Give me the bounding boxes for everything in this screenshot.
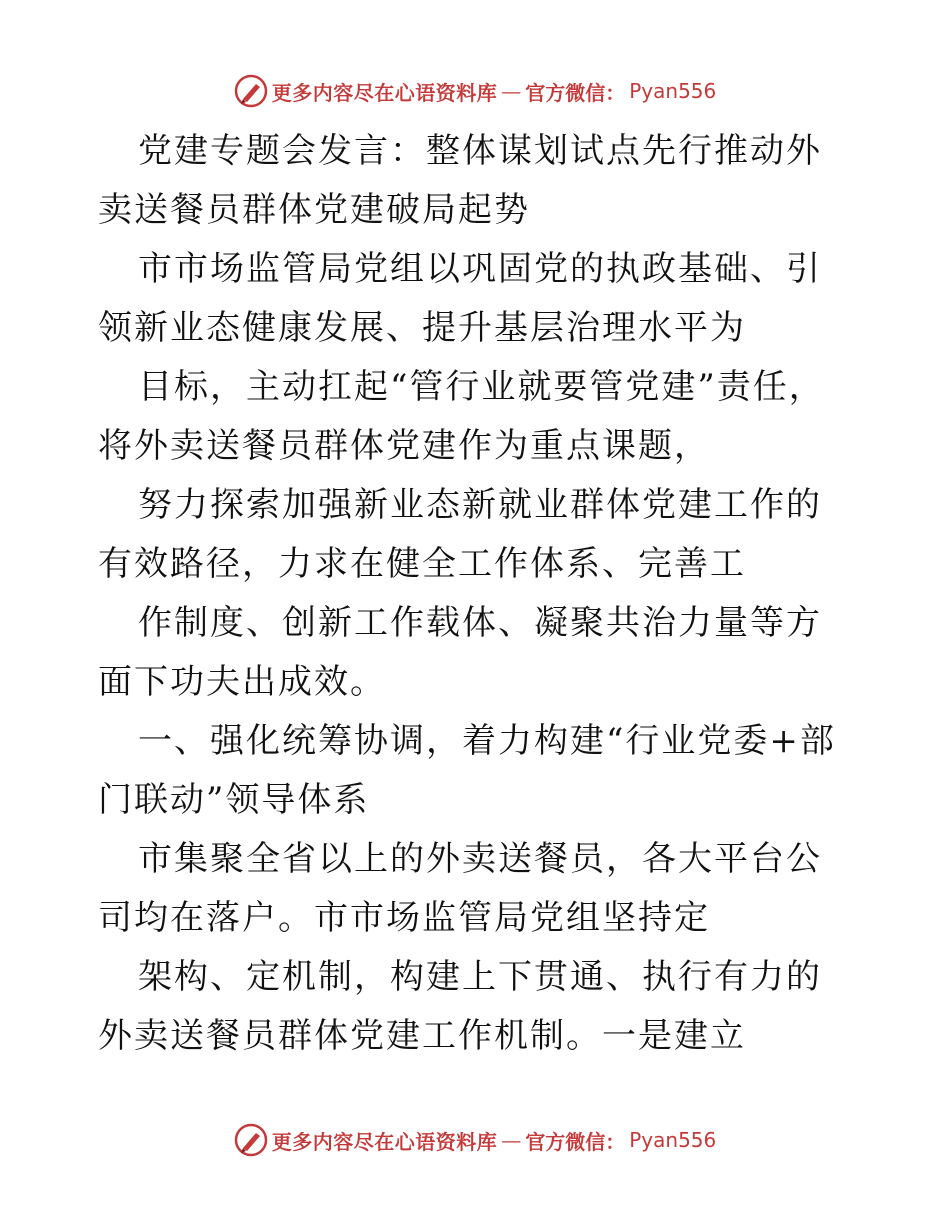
paragraph: 市集聚全省以上的外卖送餐员，各大平台公司均在落户。市市场监管局党组坚持定 (98, 839, 822, 938)
paragraph: 努力探索加强新业态新就业群体党建工作的有效路径，力求在健全工作体系、完善工 (98, 485, 822, 584)
paragraph: 市市场监管局党组以巩固党的执政基础、引领新业态健康发展、提升基层治理水平为 (98, 249, 822, 348)
watermark-wechat-label: 官方微信： (525, 1129, 626, 1154)
watermark-wechat-id: Pyan556 (629, 1128, 717, 1152)
pen-logo-icon (234, 1123, 268, 1157)
paragraph: 架构、定机制，构建上下贯通、执行有力的外卖送餐员群体党建工作机制。一是建立 (98, 957, 822, 1056)
watermark-site-text: 更多内容尽在心语资料库 (271, 1129, 498, 1154)
watermark-wechat-label: 官方微信： (525, 80, 626, 105)
pen-logo-icon (234, 74, 268, 108)
watermark-separator: — (501, 1128, 522, 1152)
watermark-wechat-id: Pyan556 (629, 79, 717, 103)
section-heading: 一、强化统筹协调，着力构建“行业党委+部门联动”领导体系 (98, 721, 836, 820)
document-title: 党建专题会发言：整体谋划试点先行推动外卖送餐员群体党建破局起势 (98, 131, 822, 230)
watermark-separator: — (501, 79, 522, 103)
document-body (98, 122, 854, 1066)
paragraph: 目标，主动扛起“管行业就要管党建”责任，将外卖送餐员群体党建作为重点课题， (98, 367, 825, 466)
watermark-header (0, 71, 950, 111)
paragraph: 作制度、创新工作载体、凝聚共治力量等方面下功夫出成效。 (98, 603, 822, 702)
watermark-site-text: 更多内容尽在心语资料库 (271, 80, 498, 105)
watermark-footer (0, 1120, 950, 1160)
